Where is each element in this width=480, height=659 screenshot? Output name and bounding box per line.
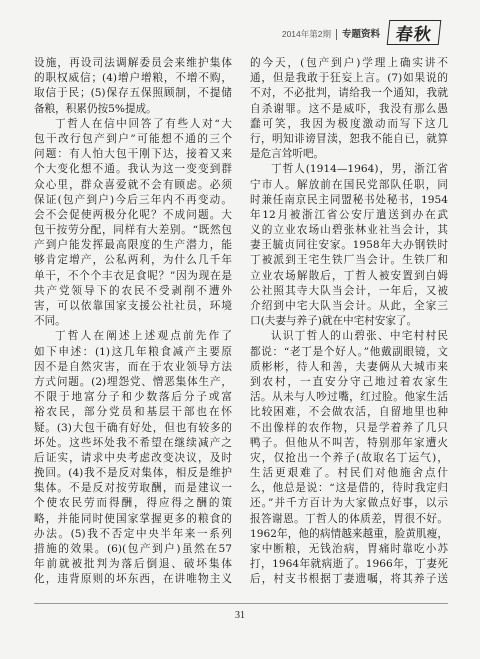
text-line: 义的立业农场山碧张林业社当会计，其: [250, 224, 448, 237]
paragraph: [250, 329, 448, 587]
text-line: 办法。(5)我不否定中央半年来一系列: [34, 527, 232, 540]
text-line: 害，可以依靠国家支援公社社员，环境: [34, 300, 232, 312]
text-line: 宁市人。解放前在国民党部队任职，同: [250, 178, 448, 191]
text-line: 通，但是我敢于狂妄上言。(7)如果说的: [250, 72, 448, 85]
issue-label: 2014年第2期: [281, 29, 331, 39]
text-line: 的今天，(包产到户)学理上确实讲不: [250, 57, 448, 69]
text-line: 口(夫妻与养子)就在中宅村安家了。: [250, 315, 418, 328]
text-line: 取信于民；(5)保存五保照顾制，不提储: [34, 87, 232, 100]
text-line: 不出像样的农作物，只是学着养了几只: [250, 421, 448, 434]
text-line: 家中断粮，无钱治病，胃痛时靠吃小苏: [250, 543, 448, 555]
text-line: 丁哲人(1914—1964)，男，浙江省: [271, 163, 448, 176]
text-line: 介绍到中宅大队当会计。从此，全家三: [250, 300, 448, 312]
text-line: 质彬彬，待人和善，夫妻俩从大城市来: [250, 360, 448, 373]
text-line: 年12月被浙江省公安厅遣送到办在武: [250, 208, 448, 221]
text-line: 坏处。这些坏处我不希望在继续减产之: [34, 436, 232, 449]
footer-rule: [34, 603, 448, 604]
text-line: 略，并能同时使国家掌握更多的粮食的: [34, 512, 232, 525]
text-line: 单干，不个个丰衣足食呢？”因为现在是: [34, 269, 232, 282]
text-line: 包干按劳分配，同样有大差别。“既然包: [34, 224, 232, 237]
text-line: 立业农场解散后，丁哲人被安置到白姆: [250, 269, 448, 282]
text-line: 蠢可笑，我因为极度激动而写下这几: [250, 117, 448, 130]
text-line: 认识丁哲人的山碧张、中宅村村民: [271, 330, 448, 343]
text-line: 鸭子。但他从不叫苦，特别那年家遭火: [250, 436, 448, 449]
left-column: [34, 56, 232, 588]
text-line: 保证(包产到户)今后三年内不再变动。: [34, 193, 232, 206]
text-line: 挽回。(4)我不是反对集体，相反是维护: [34, 467, 232, 480]
right-column: [250, 56, 448, 588]
text-line: 的职权威信；(4)增户增粮，不增不购，: [34, 72, 232, 85]
magazine-logo: 春秋: [387, 20, 442, 45]
text-line: 活。从未与人吵过嘴，红过脸。他家生活: [250, 391, 448, 404]
text-line: 会不会促使两极分化呢？不成问题。大: [34, 208, 232, 221]
text-line: 时兼任南京民主同盟秘书处秘书，1954: [250, 193, 448, 206]
text-line: 产到户能发挥最高限度的生产潜力，能: [34, 239, 232, 252]
text-line: 还。”并千方百计为大家做点好事，以示: [250, 497, 448, 510]
text-line: 打，1964年就病逝了。1966年，丁妻死: [250, 558, 448, 571]
text-line: 后证实，请求中央考虑改变决议，及时: [34, 451, 232, 464]
text-line: 备粮，积累仍按5%提成。: [34, 102, 157, 115]
text-line: 后，村支书根据丁妻遗嘱，将其养子送: [250, 573, 448, 586]
section-label: 专题资料: [336, 29, 380, 40]
text-line: 问题：有人怕大包干刚下达，接着又来: [34, 148, 232, 161]
text-line: 不同。: [34, 315, 66, 328]
text-line: 集体。不是反对按劳取酬，而是建议一: [34, 482, 232, 495]
text-line: 公社照其寺大队当会计，一年后，又被: [250, 284, 448, 297]
text-line: 疑。(3)大包干确有好处，但也有较多的: [34, 421, 232, 434]
text-line: 个大变化想不通。我认为这一变变到群: [34, 163, 232, 176]
text-line: 生活更艰难了。村民们对他施舍点什: [250, 467, 448, 480]
text-line: 报答谢恩。丁哲人的体质差，胃很不好。: [250, 512, 448, 525]
text-line: 是危言耸听吧。: [250, 148, 325, 161]
text-line: 众心里，群众喜爱就不会有顾虑。必须: [34, 178, 232, 191]
paragraph: [34, 329, 232, 587]
text-line: 共产党领导下的农民不受剥削不遭外: [34, 284, 232, 297]
running-header: [282, 27, 380, 41]
text-line: 裕农民，部分党员和基层干部也在怀: [34, 406, 232, 419]
text-line: 么，他总是说：“这是借的，待时我定归: [250, 482, 448, 495]
text-line: 方式问题。(2)埋怨党、憎恶集体生产，: [34, 375, 232, 388]
text-line: 不对，不必批判，请给我一个通知，我就: [250, 87, 448, 100]
text-line: 包干改行包产到户”可能想不通的三个: [34, 132, 232, 145]
text-line: 灾，仅抢出一个养子(故取名丁运气)，: [250, 451, 448, 464]
paragraph: [34, 56, 232, 117]
text-line: 丁被派到王宅生铁厂当会计。生铁厂和: [250, 254, 448, 267]
text-line: 不限于地富分子和少数落后分子或富: [34, 391, 232, 404]
text-line: 化，违背原则的坏东西，在讲唯物主义: [34, 573, 232, 586]
text-line: 妻王毓贞同往安家。1958年大办钢铁时: [250, 239, 448, 252]
text-line: 个使农民劳而得酬，得应得之酬的策: [34, 497, 232, 510]
text-line: 丁哲人在信中回答了有些人对“大: [55, 117, 232, 130]
text-line: 1962年，他的病情越来越重，脸黄肌瘦，: [250, 527, 448, 540]
text-line: 比较困难，不会做农活，自留地里也种: [250, 406, 448, 419]
text-line: 够肯定增产，公私两利，为什么几千年: [34, 254, 232, 267]
paragraph: [34, 117, 232, 330]
text-line: 丁哲人在阐述上述观点前先作了: [55, 330, 232, 343]
text-line: 措施的效果。(6)(包产到户)虽然在57: [34, 543, 232, 555]
text-line: 因不是自然灾害，而在于农业领导方法: [34, 360, 232, 373]
text-line: 设施，再设司法调解委员会来维护集体: [34, 57, 232, 69]
text-line: 如下申述：(1)这几年粮食减产主要原: [34, 345, 232, 358]
paragraph: [250, 56, 448, 162]
text-line: 到农村，一直安分守己地过着农家生: [250, 375, 448, 388]
paragraph: [250, 162, 448, 329]
page-number: 31: [235, 610, 245, 621]
text-line: 年前就被批判为落后倒退、破坏集体: [34, 558, 232, 571]
text-line: 都说：“老丁是个好人。”他戴副眼镜，文: [250, 345, 448, 358]
text-line: 行，明知诽谤冒渎，恕我不能自已，就算: [250, 132, 448, 145]
text-line: 自杀谢罪。这不是威吓，我没有那么愚: [250, 102, 448, 115]
